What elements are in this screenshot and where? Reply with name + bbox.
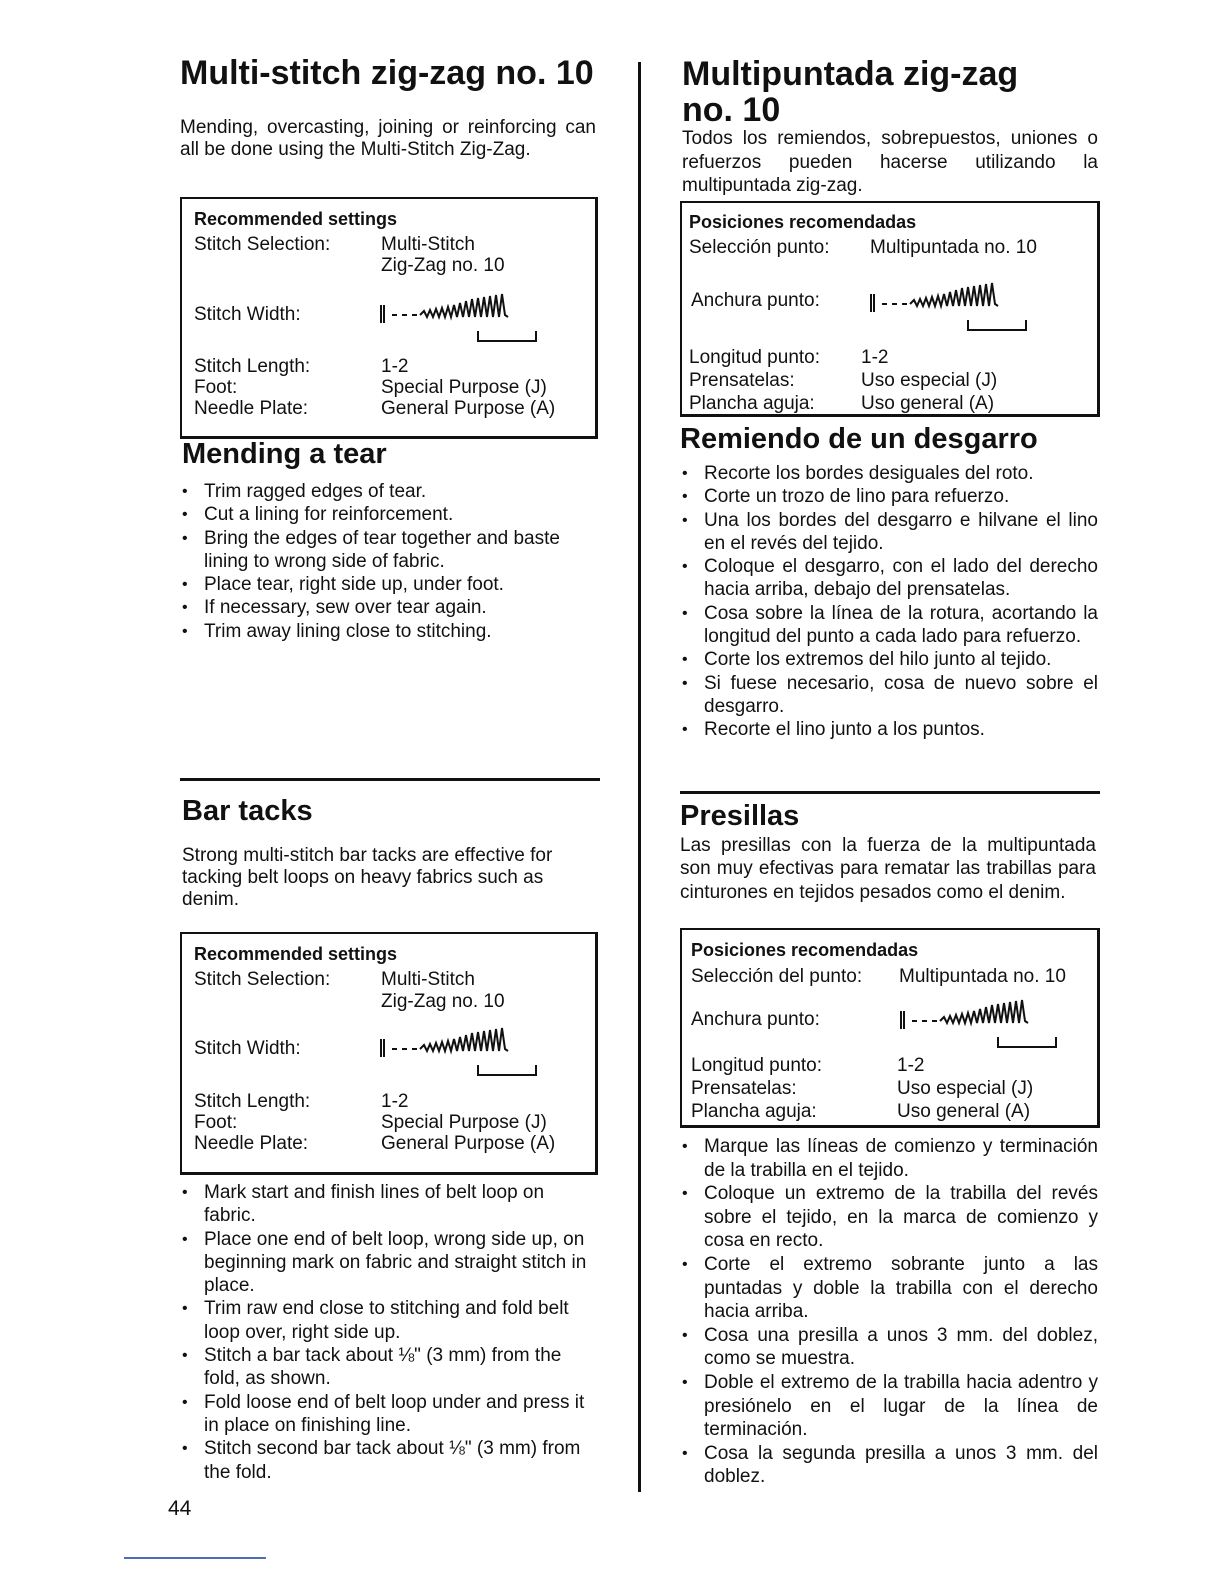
stitch-selection-label: Stitch Selection: (194, 234, 331, 255)
needle-plate-value: Uso general (A) (861, 393, 995, 414)
list-item: • Coloque el desgarro, con el lado del derecho hacia arriba, debajo del prensatelas. (680, 555, 1098, 602)
list-item: • Bring the edges of tear together and baste lining to wrong side of fabric. (180, 527, 598, 574)
stitch-selection-value-2: Zig-Zag no. 10 (381, 991, 505, 1012)
mending-heading: Mending a tear (182, 438, 387, 470)
list-item: • Recorte el lino junto a los puntos. (680, 718, 1098, 741)
page-title-spanish (682, 56, 1018, 128)
list-item: • Stitch second bar tack about ⅛" (3 mm) from the fold. (180, 1437, 598, 1484)
foot-label: Prensatelas: (689, 370, 795, 391)
needle-plate-value: General Purpose (A) (381, 398, 556, 419)
presillas-heading: Presillas (680, 800, 800, 832)
stitch-length-label: Longitud punto: (689, 347, 821, 368)
stitch-selection-value: Multipuntada no. 10 (870, 237, 1037, 258)
foot-value: Special Purpose (J) (381, 1112, 547, 1133)
stitch-length-value: 1-2 (861, 347, 889, 368)
presillas-intro: Las presillas con la fuerza de la multipuntada son muy efectivas para rematar las trabillas para cinturones en tejidos pesados como el denim. (680, 835, 1096, 903)
stitch-width-label: Anchura punto: (691, 290, 820, 311)
settings-heading: Recommended settings (194, 944, 398, 964)
stitch-selection-value: Multi-Stitch (381, 969, 475, 990)
stitch-width-zigzag-icon (868, 280, 1028, 340)
needle-plate-label: Plancha aguja: (691, 1101, 817, 1122)
foot-value: Special Purpose (J) (381, 377, 547, 398)
list-item: • Trim raw end close to stitching and fold belt loop over, right side up. (180, 1297, 598, 1344)
section-divider (680, 791, 1100, 794)
stitch-selection-label: Selección del punto: (691, 966, 863, 987)
presillas-steps-list (680, 1135, 1098, 1489)
stitch-width-label: Stitch Width: (194, 304, 301, 325)
stitch-width-label: Anchura punto: (691, 1009, 820, 1030)
stitch-width-zigzag-icon (898, 997, 1058, 1057)
settings-heading: Recommended settings (194, 209, 398, 229)
bar-tacks-heading: Bar tacks (182, 795, 313, 827)
recommended-settings-box (180, 932, 598, 1175)
page-title-line-2: no. 10 (682, 91, 781, 129)
stitch-width-zigzag-icon (378, 1025, 538, 1085)
list-item: • Doble el extremo de la trabilla hacia adentro y presiónelo en el lugar de la línea de terminación. (680, 1371, 1098, 1442)
needle-plate-label: Needle Plate: (194, 1133, 309, 1154)
settings-heading: Posiciones recomendadas (691, 940, 919, 960)
intro-text: Mending, overcasting, joining or reinforcing can all be done using the Multi-Stitch Zig-Zag. (180, 117, 596, 160)
list-item: • Cosa una presilla a unos 3 mm. del doblez, como se muestra. (680, 1324, 1098, 1371)
needle-plate-value: General Purpose (A) (381, 1133, 556, 1154)
list-item: • Corte el extremo sobrante junto a las puntadas y doble la trabilla con el derecho hacia arriba. (680, 1253, 1098, 1324)
settings-heading: Posiciones recomendadas (689, 212, 917, 232)
page-title: Multi-stitch zig-zag no. 10 (180, 54, 594, 92)
list-item: • Marque las líneas de comienzo y terminación de la trabilla en el tejido. (680, 1135, 1098, 1182)
bar-tack-steps-list (180, 1181, 598, 1484)
mending-steps-list (680, 462, 1098, 742)
list-item: • Una los bordes del desgarro e hilvane el lino en el revés del tejido. (680, 509, 1098, 556)
stitch-width-zigzag-icon (378, 291, 538, 351)
list-item: • Coloque un extremo de la trabilla del revés sobre el tejido, en la marca de comienzo y cosa en recto. (680, 1182, 1098, 1253)
list-item: • Cosa la segunda presilla a unos 3 mm. del doblez. (680, 1442, 1098, 1489)
list-item: • Place one end of belt loop, wrong side up, on beginning mark on fabric and straight stitch in place. (180, 1228, 598, 1298)
list-item: • Mark start and finish lines of belt loop on fabric. (180, 1181, 598, 1228)
needle-plate-value: Uso general (A) (897, 1101, 1031, 1122)
intro-text: Todos los remiendos, sobrepuestos, uniones o refuerzos pueden hacerse utilizando la multipuntada zig-zag. (682, 128, 1098, 196)
recommended-settings-box (680, 928, 1100, 1128)
stitch-selection-label: Stitch Selection: (194, 969, 331, 990)
stitch-length-label: Stitch Length: (194, 1091, 311, 1112)
stitch-length-label: Longitud punto: (691, 1055, 823, 1076)
list-item: • If necessary, sew over tear again. (180, 596, 598, 619)
page-title-line-1: Multipuntada zig-zag (682, 55, 1019, 93)
list-item: • Si fuese necesario, cosa de nuevo sobre el desgarro. (680, 672, 1098, 719)
foot-value: Uso especial (J) (897, 1078, 1034, 1099)
stitch-width-label: Stitch Width: (194, 1038, 301, 1059)
foot-label: Prensatelas: (691, 1078, 797, 1099)
mending-steps-list (180, 480, 598, 643)
stitch-length-value: 1-2 (381, 1091, 409, 1112)
recommended-settings-box (180, 197, 598, 439)
foot-label: Foot: (194, 1112, 238, 1133)
needle-plate-label: Needle Plate: (194, 398, 309, 419)
column-divider (638, 62, 641, 1492)
recommended-settings-box (680, 201, 1100, 417)
footer-link-underline (124, 1557, 266, 1559)
list-item: • Place tear, right side up, under foot. (180, 573, 598, 596)
list-item: • Cosa sobre la línea de la rotura, acortando la longitud del punto a cada lado para refuerzo. (680, 602, 1098, 649)
stitch-selection-value: Multipuntada no. 10 (899, 966, 1066, 987)
list-item: • Corte los extremos del hilo junto al tejido. (680, 648, 1098, 671)
list-item: • Trim away lining close to stitching. (180, 620, 598, 643)
page-number: 44 (168, 1497, 192, 1520)
stitch-selection-label: Selección punto: (689, 237, 830, 258)
section-divider (180, 778, 600, 781)
stitch-length-label: Stitch Length: (194, 356, 311, 377)
foot-value: Uso especial (J) (861, 370, 998, 391)
list-item: • Stitch a bar tack about ⅛" (3 mm) from the fold, as shown. (180, 1344, 598, 1391)
mending-heading: Remiendo de un desgarro (680, 423, 1038, 455)
list-item: • Recorte los bordes desiguales del roto. (680, 462, 1098, 485)
foot-label: Foot: (194, 377, 238, 398)
stitch-length-value: 1-2 (381, 356, 409, 377)
list-item: • Cut a lining for reinforcement. (180, 503, 598, 526)
list-item: • Trim ragged edges of tear. (180, 480, 598, 503)
stitch-selection-value-2: Zig-Zag no. 10 (381, 255, 505, 276)
list-item: • Fold loose end of belt loop under and press it in place on finishing line. (180, 1391, 598, 1438)
needle-plate-label: Plancha aguja: (689, 393, 815, 414)
stitch-length-value: 1-2 (897, 1055, 925, 1076)
stitch-selection-value: Multi-Stitch (381, 234, 475, 255)
list-item: • Corte un trozo de lino para refuerzo. (680, 485, 1098, 508)
bar-tacks-intro: Strong multi-stitch bar tacks are effective for tacking belt loops on heavy fabrics such as denim. (182, 845, 553, 910)
